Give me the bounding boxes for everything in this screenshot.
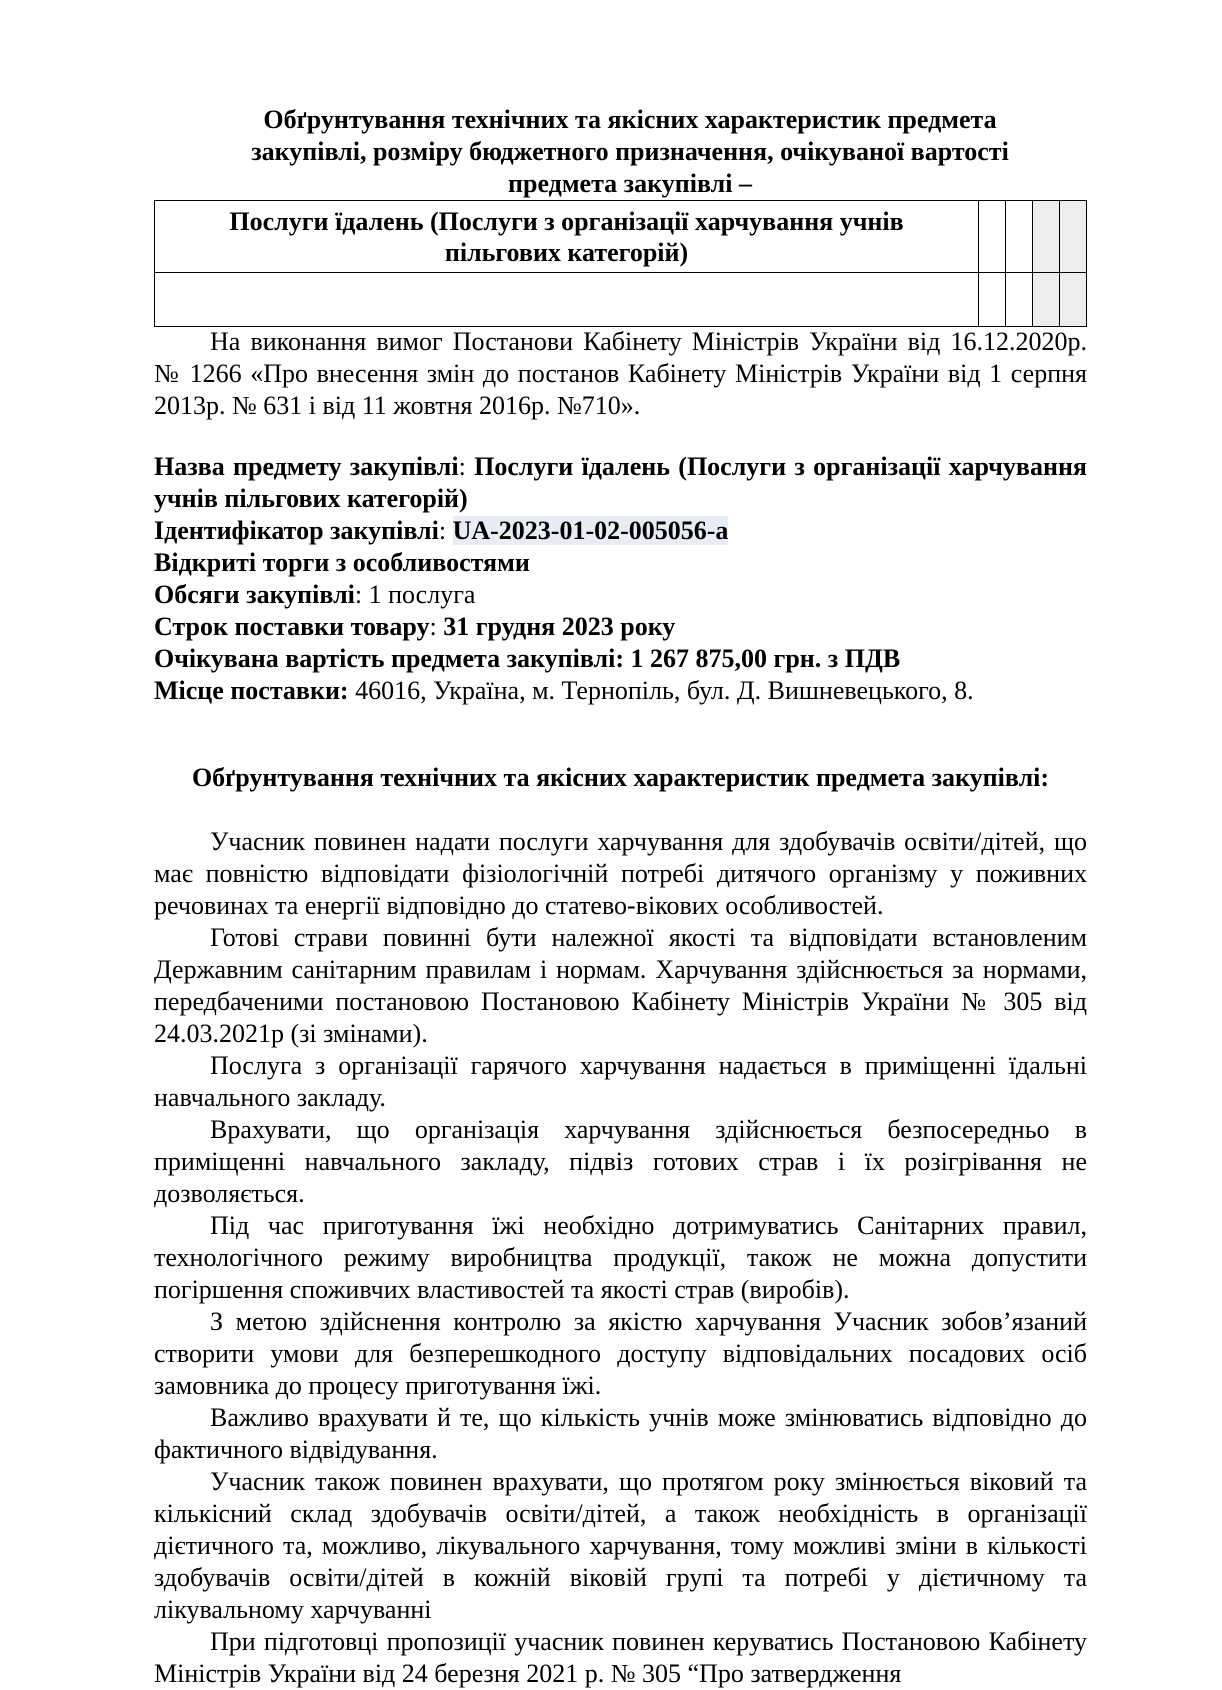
detail-place: Місце поставки: 46016, Україна, м. Тернопіль, бул. Д. Вишневецького, 8. [154,676,974,705]
title-line-2: закупівлі, розміру бюджетного призначення, очікуваної вартості [251,137,1009,166]
detail-procedure: Відкриті торги з особливостями [154,548,530,577]
detail-term: Строк поставки товару: 31 грудня 2023 року [154,612,676,641]
body-paragraph-8: Учасник також повинен врахувати, що протягом року змінюється віковий та кількісний склад здобувачів освіти/дітей, а також необхідність в організації дієтичного та, можливо, лікувального харчування, тому можливі зміни в кількості здобувачів освіти/дітей в кожній віковій групі та потребі у дієтичному та лікувальному харчуванні [154,1467,1087,1624]
title-line-3: предмета закупівлі – [508,169,752,198]
detail-cost: Очікувана вартість предмета закупівлі: 1 267 875,00 грн. з ПДВ [154,644,901,673]
body-paragraph-9: При підготовці пропозиції учасник повинен керуватись Постановою Кабінету Міністрів України від 24 березня 2021 р. № 305 “Про затвердження [154,1627,1087,1688]
table-cell [155,273,979,327]
table-cell [1060,273,1087,327]
document-title [210,104,1050,200]
body-paragraph-6: З метою здійснення контролю за якістю харчування Учасник зобов’язаний створити умови для безперешкодного доступу відповідальних посадових осіб замовника до процесу приготування їжі. [154,1307,1087,1400]
table-cell [979,273,1006,327]
table-cell [1033,273,1060,327]
body-paragraph-3: Послуга з організації гарячого харчування надається в приміщенні їдальні навчального закладу. [154,1051,1087,1112]
intro-paragraph: На виконання вимог Постанови Кабінету Міністрів України від 16.12.2020р. № 1266 «Про внесення змін до постанов Кабінету Міністрів України від 1 серпня 2013р. № 631 і від 11 жовтня 2016р. №710». [154,327,1087,420]
subject-table [154,200,1087,327]
body-paragraph-2: Готові страви повинні бути належної якості та відповідати встановленим Державним санітарним правилам і нормам. Харчування здійснюється за нормами, передбаченими постановою Постановою Кабінету Міністрів України № 305 від 24.03.2021р (зі змінами). [154,923,1087,1048]
body-paragraph-4: Врахувати, що організація харчування здійснюється безпосередньо в приміщенні навчального закладу, підвіз готових страв і їх розігрівання не дозволяється. [154,1115,1087,1208]
subject-line-1: Послуги їдалень (Послуги з організації харчування учнів [229,206,904,236]
detail-name: Назва предмету закупівлі: Послуги їдалень (Послуги з організації харчування учнів пільгових категорій) [154,452,1087,513]
subject-line-2: пільгових категорій) [444,237,689,267]
table-cell [979,201,1006,273]
title-line-1: Обґрунтування технічних та якісних характеристик предмета [263,105,997,134]
body-paragraph-7: Важливо врахувати й те, що кількість учнів може змінюватись відповідно до фактичного відвідування. [154,1403,1087,1464]
table-cell [1006,201,1033,273]
table-cell [1060,201,1087,273]
body-paragraph-1: Учасник повинен надати послуги харчування для здобувачів освіти/дітей, що має повністю відповідати фізіологічній потребі дитячого організму у поживних речовинах та енергії відповідно до статево-вікових особливостей. [154,827,1087,920]
section-heading: Обґрунтування технічних та якісних характеристик предмета закупівлі: [191,763,1050,792]
table-cell [1033,201,1060,273]
detail-id: Ідентифікатор закупівлі: UA-2023-01-02-005056-a [154,516,729,545]
body-paragraph-5: Під час приготування їжі необхідно дотримуватись Санітарних правил, технологічного режиму виробництва продукції, також не можна допустити погіршення споживчих властивостей та якості страв (виробів). [154,1211,1087,1304]
subject-cell [155,201,979,273]
detail-volume: Обсяги закупівлі: 1 послуга [154,580,476,609]
table-cell [1006,273,1033,327]
